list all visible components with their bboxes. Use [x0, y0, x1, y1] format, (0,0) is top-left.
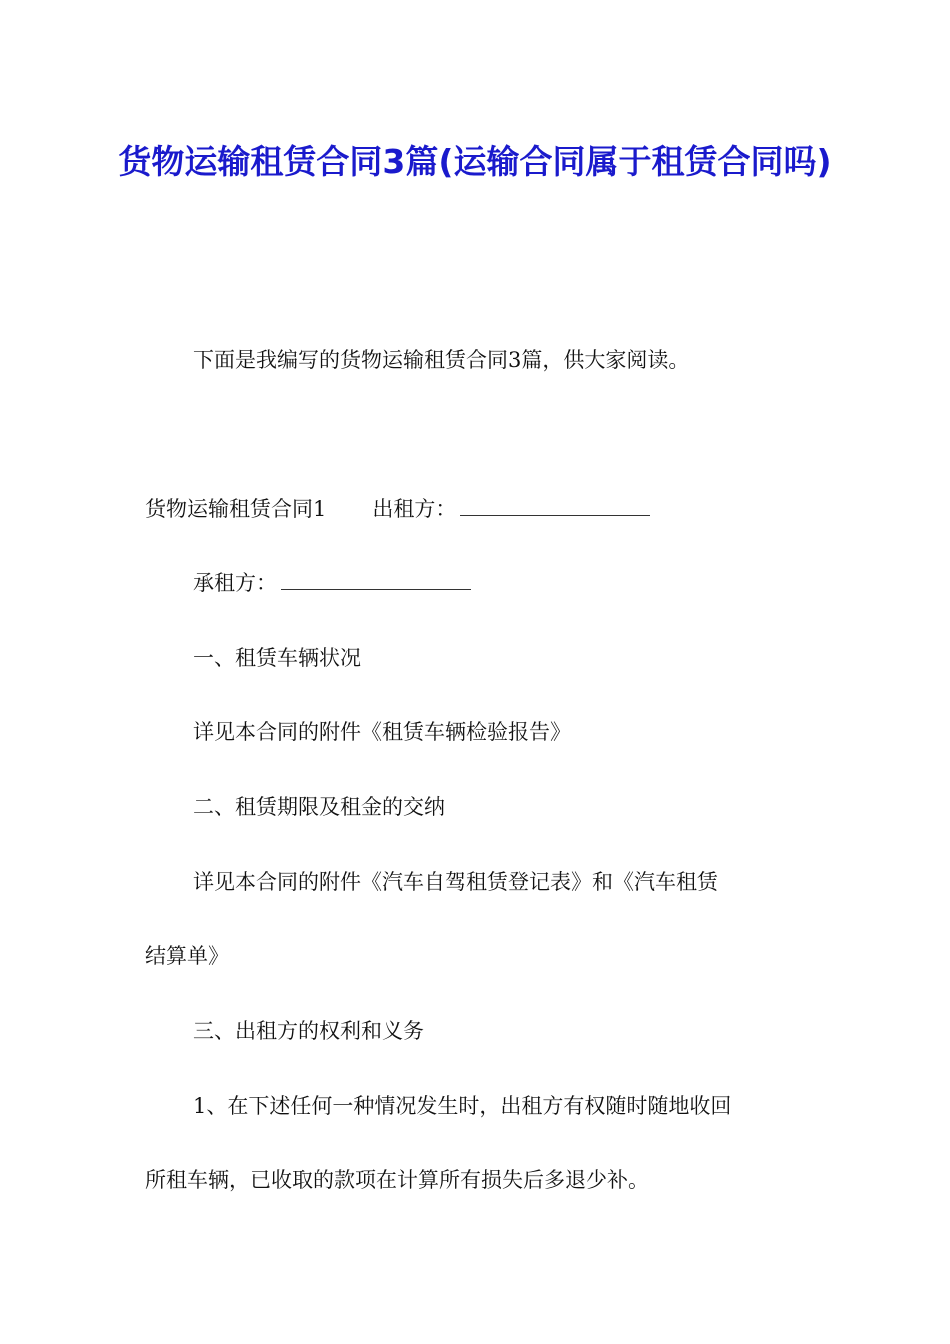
document-title: 货物运输租赁合同3篇(运输合同属于租赁合同吗) [118, 142, 832, 181]
section3-heading: 三、出租方的权利和义务 [193, 1019, 424, 1043]
lessor-blank [460, 514, 650, 516]
section3-item1-line2: 所租车辆，已收取的款项在计算所有损失后多退少补。 [145, 1168, 649, 1192]
lessor-label: 出租方： [372, 497, 457, 521]
section2-heading: 二、租赁期限及租金的交纳 [193, 795, 445, 819]
section1-text: 详见本合同的附件《租赁车辆检验报告》 [193, 720, 571, 744]
lessee-label: 承租方： [193, 571, 277, 595]
contract-heading: 货物运输租赁合同1 [145, 497, 327, 521]
section3-item1-line1: 1、在下述任何一种情况发生时，出租方有权随时随地收回 [193, 1094, 732, 1118]
lessee-line [193, 568, 858, 598]
section2-text-line2: 结算单》 [145, 944, 229, 968]
contract-heading-line [145, 494, 810, 524]
lessee-blank [281, 588, 471, 590]
section1-heading: 一、租赁车辆状况 [193, 646, 361, 670]
intro-paragraph: 下面是我编写的货物运输租赁合同3篇，供大家阅读。 [193, 348, 690, 372]
section2-text-line1: 详见本合同的附件《汽车自驾租赁登记表》和《汽车租赁 [193, 870, 718, 894]
